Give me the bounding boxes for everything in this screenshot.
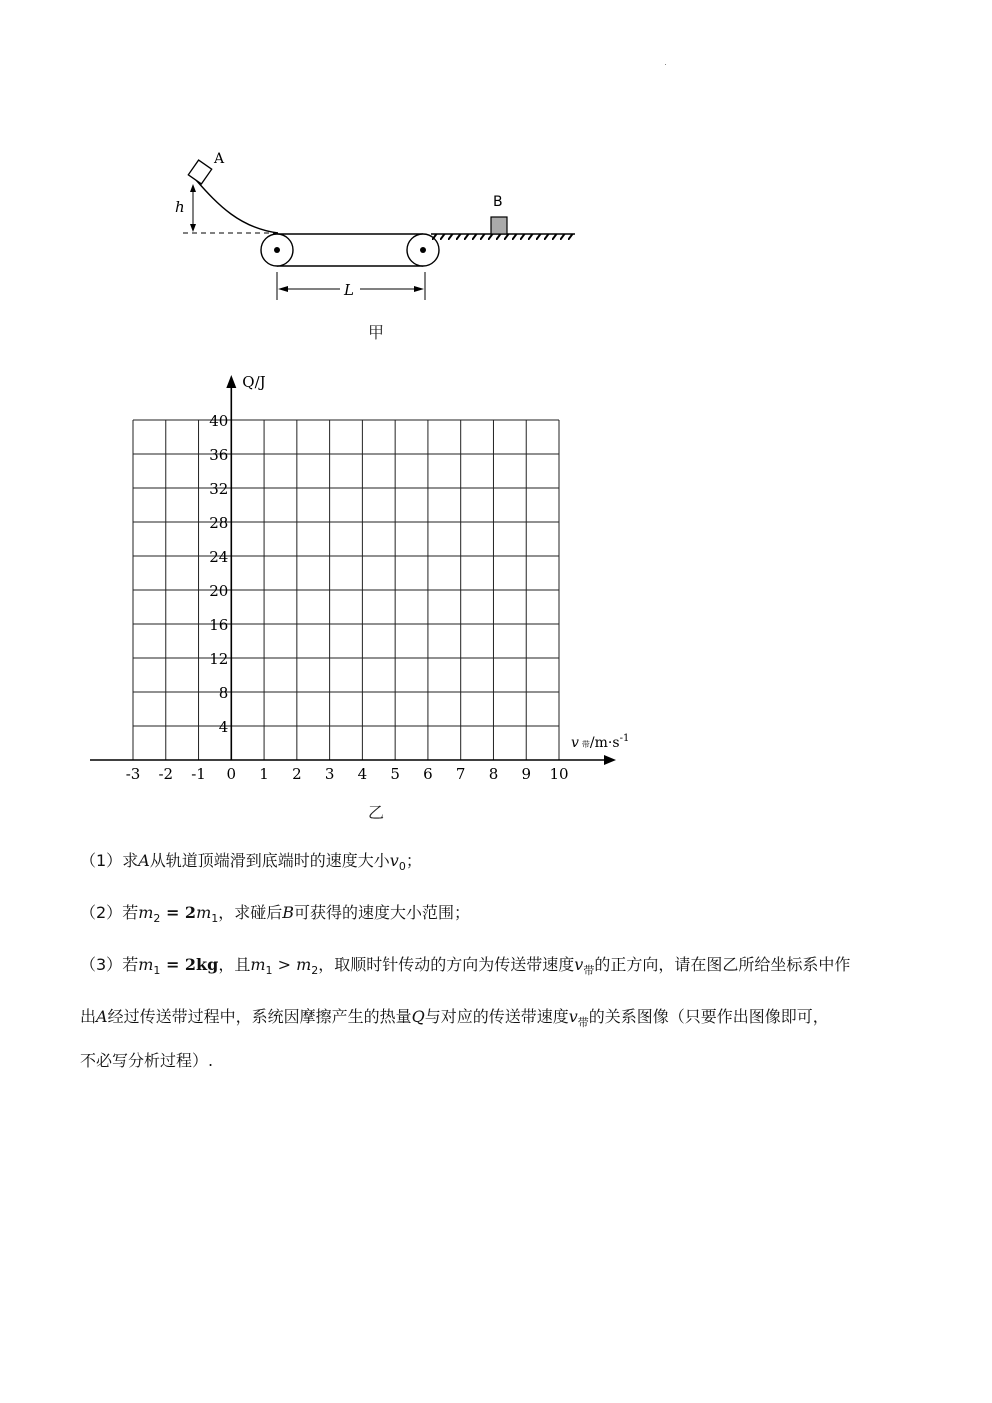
x-axis-label-unit: /m·s	[589, 735, 620, 751]
y-tick-label: 36	[209, 446, 229, 464]
q3-l2-var-v: v	[568, 1007, 578, 1026]
x-axis-label-sub: 带	[581, 740, 590, 749]
x-tick-label: 3	[324, 765, 335, 783]
q3-l2-var-q: Q	[411, 1007, 425, 1026]
q1-number: （1）	[80, 851, 123, 870]
y-axis-label: Q/J	[242, 373, 266, 391]
q3-gt: >	[272, 955, 297, 974]
x-tick-label: -3	[125, 765, 141, 783]
q2-var-b: B	[282, 903, 295, 922]
x-axis-label-exp: -1	[619, 733, 630, 744]
q2-text-1: 若	[122, 903, 139, 922]
question-2	[80, 900, 920, 932]
q3-l2-sub-belt: 带	[577, 1016, 589, 1030]
q3-l2-var-a: A	[96, 1007, 108, 1026]
q3-text-4: 的正方向，请在图乙所给坐标系中作	[594, 955, 851, 974]
y-tick-label: 12	[209, 650, 229, 668]
q1-sub-0: 0	[398, 860, 406, 874]
q2-sub-2: 2	[153, 912, 161, 926]
x-tick-label: 2	[292, 765, 302, 783]
q3-l2-text-c: 与对应的传送带速度	[424, 1007, 569, 1026]
q3-var-v: v	[574, 955, 584, 974]
x-tick-label: 0	[226, 765, 237, 783]
x-tick-label: 6	[423, 765, 433, 783]
q3-l2-text-b: 经过传送带过程中，系统因摩擦产生的热量	[107, 1007, 412, 1026]
q2-text-3: 可获得的速度大小范围；	[294, 903, 471, 922]
q1-var-v: v	[389, 851, 399, 870]
x-tick-label: 4	[357, 765, 368, 783]
q1-var-a: A	[138, 851, 150, 870]
q1-text-1: 求	[122, 851, 139, 870]
q2-text-2: ，求碰后	[218, 903, 283, 922]
question-3-line-2	[80, 1004, 920, 1036]
x-tick-label: 1	[259, 765, 269, 783]
q3-l2-text-d: 的关系图像（只要作出图像即可，	[588, 1007, 829, 1026]
figure-b-caption: 乙	[368, 803, 385, 822]
x-axis-arrow	[604, 755, 616, 765]
q3-number: （3）	[80, 955, 123, 974]
q3-text-3: ，取顺时针传动的方向为传送带速度	[318, 955, 575, 974]
chart-grid	[133, 420, 559, 760]
label-a: A	[214, 151, 225, 167]
y-tick-label: 20	[209, 582, 229, 600]
q2-number: （2）	[80, 903, 123, 922]
label-h: h	[175, 198, 185, 216]
q3-var-m2: m	[296, 955, 312, 974]
y-tick-label: 32	[209, 480, 229, 498]
x-tick-label: 7	[455, 765, 466, 783]
y-tick-label: 16	[209, 616, 229, 634]
chart-axes	[90, 373, 629, 765]
label-l: L	[344, 281, 354, 299]
q3-sub-1b: 1	[265, 964, 273, 978]
q3-sub-1: 1	[153, 964, 161, 978]
x-tick-label: 8	[488, 765, 499, 783]
q2-sub-1: 1	[211, 912, 219, 926]
q1-end: ；	[405, 851, 422, 870]
y-tick-label: 4	[218, 718, 229, 736]
figure-a-caption: 甲	[368, 323, 385, 342]
x-tick-label: 9	[521, 765, 532, 783]
q2-var-m2: m	[138, 903, 154, 922]
label-b: B	[493, 194, 503, 210]
y-axis-arrow	[226, 375, 236, 388]
q2-var-m1: m	[196, 903, 212, 922]
q2-eq: = 2	[160, 903, 197, 922]
y-tick-label: 8	[218, 684, 229, 702]
q3-text-2: ，且	[218, 955, 251, 974]
question-3-line-3	[80, 1048, 920, 1074]
x-tick-label: -1	[191, 765, 206, 783]
question-1	[80, 848, 920, 880]
x-axis-label	[571, 733, 629, 751]
x-axis-label-v: v	[571, 735, 579, 751]
x-tick-label: 5	[390, 765, 400, 783]
q3-text-1: 若	[122, 955, 139, 974]
q1-text-2: 从轨道顶端滑到底端时的速度大小	[149, 851, 390, 870]
q3-var-m1b: m	[250, 955, 266, 974]
y-tick-label: 24	[209, 548, 229, 566]
q3-sub-belt: 带	[583, 964, 595, 978]
q3-var-m1: m	[138, 955, 154, 974]
q3-l2-text-a: 出	[80, 1007, 97, 1026]
y-tick-label: 28	[209, 514, 229, 532]
question-3-line-1	[80, 952, 920, 984]
q3-sub-2: 2	[311, 964, 319, 978]
q3-l3-text: 不必写分析过程）.	[80, 1051, 214, 1070]
x-tick-label: 10	[549, 765, 569, 783]
chart-ticks	[126, 412, 569, 783]
x-tick-label: -2	[158, 765, 174, 783]
q3-eq: = 2kg	[160, 955, 219, 974]
y-tick-label: 40	[209, 412, 229, 430]
